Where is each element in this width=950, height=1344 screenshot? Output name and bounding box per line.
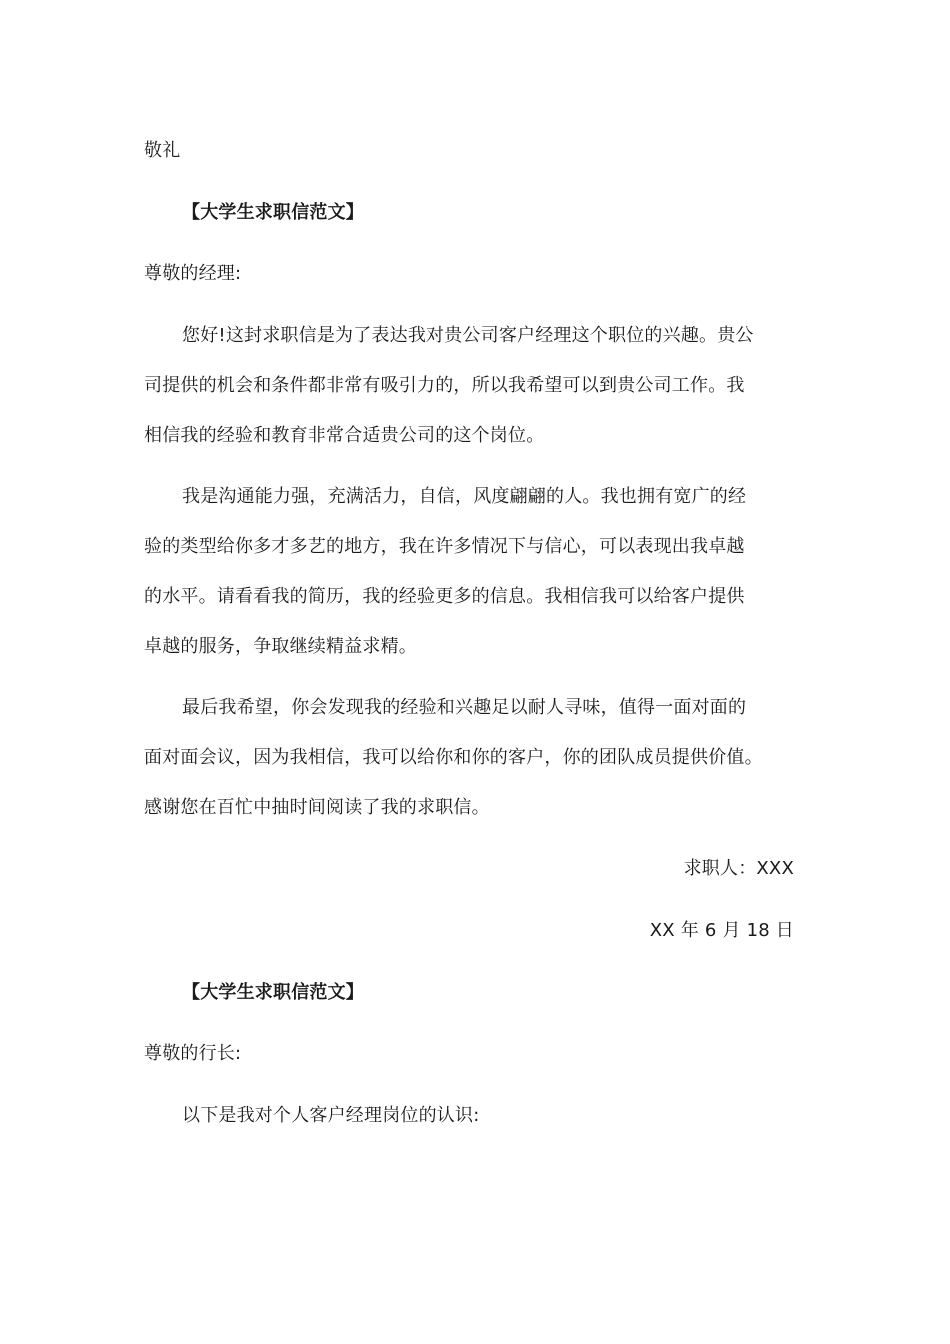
paragraph-line: 您好!这封求职信是为了表达我对贵公司客户经理这个职位的兴趣。贵公	[182, 325, 754, 346]
letter-date: XX 年 6 月 18 日	[649, 920, 794, 941]
paragraph-line: 验的类型给你多才多艺的地方，我在许多情况下与信心，可以表现出我卓越	[144, 536, 745, 557]
paragraph-line: 以下是我对个人客户经理岗位的认识:	[182, 1105, 480, 1126]
paragraph-line: 面对面会议，因为我相信，我可以给你和你的客户，你的团队成员提供价值。	[144, 747, 763, 768]
signature: 求职人：XXX	[683, 858, 794, 879]
section-heading: 【大学生求职信范文】	[182, 982, 364, 1003]
paragraph-line: 最后我希望，你会发现我的经验和兴趣足以耐人寻味，值得一面对面的	[182, 697, 747, 718]
paragraph-line: 我是沟通能力强，充满活力，自信，风度翩翩的人。我也拥有宽广的经	[182, 486, 747, 507]
paragraph-line: 卓越的服务，争取继续精益求精。	[144, 636, 417, 657]
section-heading: 【大学生求职信范文】	[182, 202, 364, 223]
paragraph-line: 相信我的经验和教育非常合适贵公司的这个岗位。	[144, 425, 545, 446]
salutation: 尊敬的行长:	[144, 1043, 242, 1064]
paragraph-line: 感谢您在百忙中抽时间阅读了我的求职信。	[144, 797, 490, 818]
paragraph-line: 的水平。请看看我的简历，我的经验更多的信息。我相信我可以给客户提供	[144, 586, 745, 607]
salutation: 尊敬的经理:	[144, 263, 242, 284]
paragraph-line: 司提供的机会和条件都非常有吸引力的，所以我希望可以到贵公司工作。我	[144, 375, 745, 396]
closing-text: 敬礼	[144, 140, 181, 161]
